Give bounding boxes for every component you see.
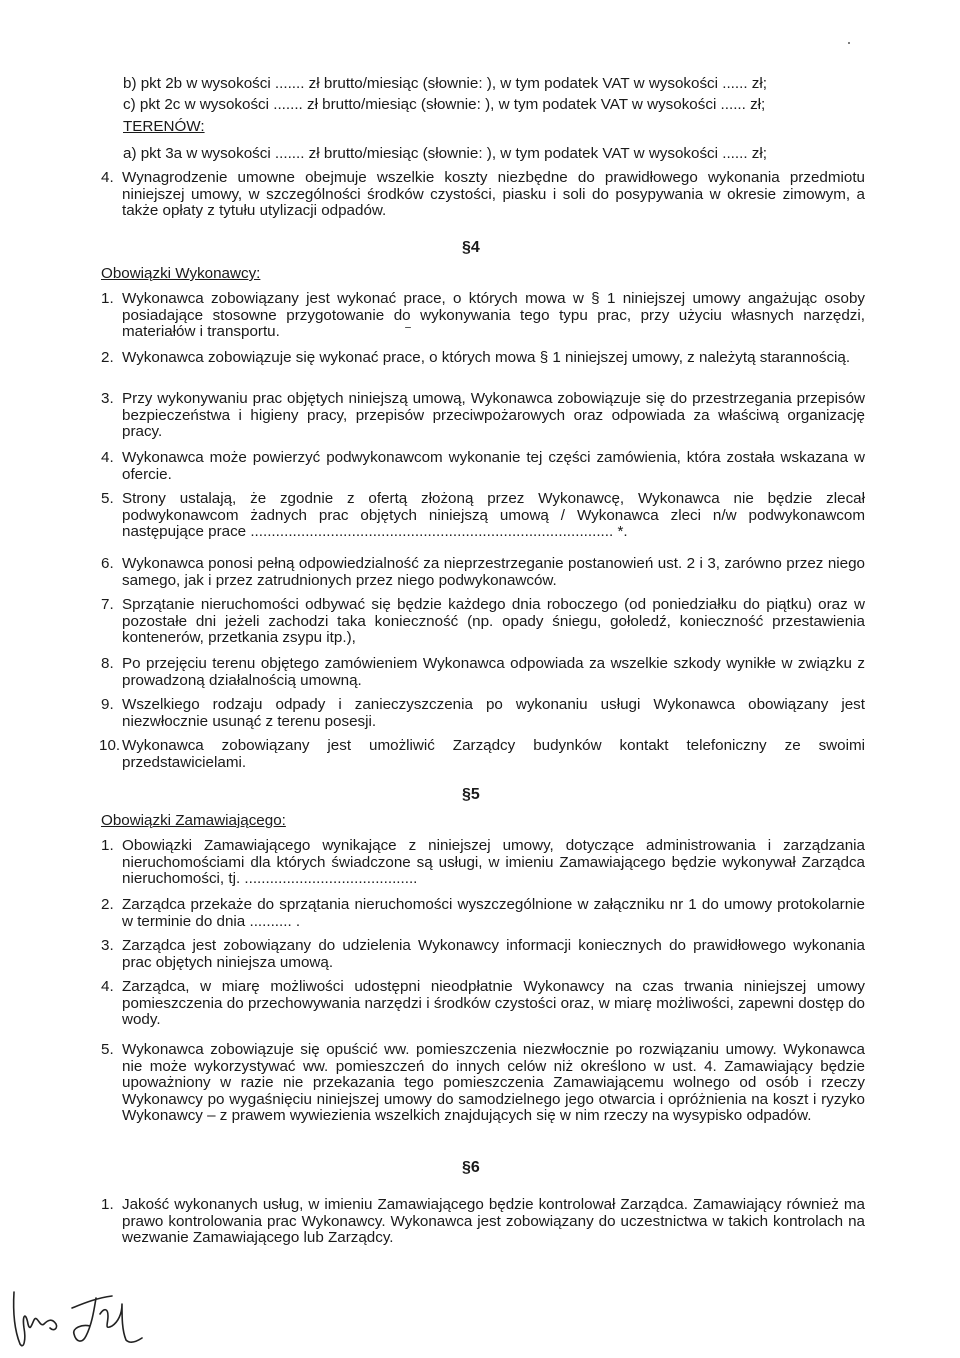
list-item xyxy=(101,1042,865,1125)
item-number: 7. xyxy=(101,596,114,613)
item-text: Obowiązki Zamawiającego wynikające z niniejszej umowy, dotyczące administrowania i zarządzania nieruchomościami dla których świadczone są usługi, w imieniu Zamawiającego będzie wykonywał Zarządca nieruchomości, tj. ......................................... xyxy=(122,837,865,887)
item-number: 3. xyxy=(101,937,114,954)
list-item xyxy=(101,291,865,341)
item-text: Wykonawca zobowiązuje się opuścić ww. pomieszczenia niezwłocznie po rozwiązaniu umowy. Wykonawca nie może wykorzystywać ww. pomieszczeń do innych celów niż określono w ust. 4. Zamawiający będzie upoważniony w razie nie przekazania tego pomieszczenia Zamawiającemu wolnego od osób i rzeczy Wykonawcy po wygaśnięciu niniejszej umowy do samodzielnego jego otwarcia i opróżnienia na koszt i ryzyko Wykonawcy – z prawem wywiezienia wszelkich znajdujących się w nim rzeczy na wysypisko odpadów. xyxy=(122,1041,865,1124)
item-text: Sprzątanie nieruchomości odbywać się będzie każdego dnia roboczego (od poniedziałku do piątku) oraz w pozostałe dni jeżeli zachodzi taka konieczność (np. opady śniegu, gołoledź, konieczność przestawienia kontenerów, przetkania zsypu itp.), xyxy=(122,596,865,646)
item-number: 6. xyxy=(101,555,114,572)
item-text: Strony ustalają, że zgodnie z ofertą złożoną przez Wykonawcę, Wykonawca nie będzie zlecał podwykonawcom żadnych prac objętych niniejszą umową / Wykonawca zleci n/w podwykonawcom następujące prace ...................................................................................... *. xyxy=(122,490,865,540)
item-text: Wykonawca zobowiązany jest wykonać prace, o których mowa w § 1 niniejszej umowy angażując osoby posiadające stosowne przygotowanie do wykonywania tego typu prac, przy użyciu własnych narzędzi, materiałów i transportu. xyxy=(122,290,865,340)
list-item xyxy=(101,1197,865,1247)
employer-duties-heading: Obowiązki Zamawiającego: xyxy=(101,812,286,829)
payment-line-2c: c) pkt 2c w wysokości ....... zł brutto/miesiąc (słownie: ), w tym podatek VAT w wysokości ...... zł; xyxy=(123,96,766,113)
item-text: Wykonawca zobowiązany jest umożliwić Zarządcy budynków kontakt telefoniczny ze swoimi przedstawicielami. xyxy=(122,737,865,771)
handwritten-initials-signature xyxy=(4,1284,154,1354)
item-number: 2. xyxy=(101,896,114,913)
item-number: 10. xyxy=(99,737,121,754)
section-6-title: §6 xyxy=(462,1159,480,1176)
list-item xyxy=(101,738,865,771)
item-number: 1. xyxy=(101,837,114,854)
list-item xyxy=(101,656,865,689)
item-number: 1. xyxy=(101,1196,114,1213)
item-number: 2. xyxy=(101,349,114,366)
item-number: 9. xyxy=(101,696,114,713)
list-item xyxy=(101,838,865,888)
list-item xyxy=(101,979,865,1029)
list-item xyxy=(101,450,865,483)
item-number: 5. xyxy=(101,490,114,507)
section-4-title: §4 xyxy=(462,239,480,256)
payment-line-2b: b) pkt 2b w wysokości ....... zł brutto/miesiąc (słownie: ), w tym podatek VAT w wysokości ...... zł; xyxy=(123,75,767,92)
list-item xyxy=(101,350,865,367)
section-5-title: §5 xyxy=(462,786,480,803)
clause-text: Wynagrodzenie umowne obejmuje wszelkie koszty niezbędne do prawidłowego wykonania przedmiotu niniejszej umowy, w szczególności środków czystości, piasku i soli do posypywania w okresie zimowym, a także opłaty z tytułu utylizacji odpadów. xyxy=(122,169,865,219)
remuneration-clause xyxy=(101,170,865,220)
item-text: Zarządca przekaże do sprzątania nieruchomości wyszczególnione w załączniku nr 1 do umowy protokolarnie w terminie do dnia .......... . xyxy=(122,896,865,930)
item-text: Jakość wykonanych usług, w imieniu Zamawiającego będzie kontrolował Zarządca. Zamawiający również ma prawo kontrolowania prac Wykonawcy. Wykonawca jest zobowiązany do uczestnictwa w takich kontrolach na wezwanie Zamawiającego lub Zarządcy. xyxy=(122,1196,865,1246)
list-item xyxy=(101,491,865,541)
list-item xyxy=(101,391,865,441)
list-item xyxy=(101,556,865,589)
contractor-duties-heading: Obowiązki Wykonawcy: xyxy=(101,265,261,282)
scan-speck xyxy=(848,42,850,44)
item-text: Wszelkiego rodzaju odpady i zanieczyszczenia po wykonaniu usługi Wykonawca obowiązany jest niezwłocznie usunąć z terenu posesji. xyxy=(122,696,865,730)
list-item xyxy=(101,897,865,930)
list-item xyxy=(101,597,865,647)
terenow-heading: TERENÓW: xyxy=(123,118,205,135)
item-text: Wykonawca zobowiązuje się wykonać prace, o których mowa § 1 niniejszej umowy, z należytą starannością. xyxy=(122,349,851,366)
item-number: 8. xyxy=(101,655,114,672)
item-number: 1. xyxy=(101,290,114,307)
scan-speck xyxy=(405,327,411,328)
item-text: Po przejęciu terenu objętego zamówieniem Wykonawca odpowiada za wszelkie szkody wynikłe w związku z prowadzoną działalnością umowną. xyxy=(122,655,865,689)
item-number: 5. xyxy=(101,1041,114,1058)
item-text: Zarządca, w miarę możliwości udostępni nieodpłatnie Wykonawcy na czas trwania niniejszej umowy pomieszczenia do przechowywania narzędzi i środków czystości oraz, w miarę możliwości, zapewni dostęp do wody. xyxy=(122,978,865,1028)
item-text: Wykonawca ponosi pełną odpowiedzialność za nieprzestrzeganie postanowień ust. 2 i 3, zarówno przez niego samego, jak i przez zatrudnionych przez niego podwykonawców. xyxy=(122,555,865,589)
item-number: 4. xyxy=(101,978,114,995)
item-number: 4. xyxy=(101,449,114,466)
payment-line-3a: a) pkt 3a w wysokości ....... zł brutto/miesiąc (słownie: ), w tym podatek VAT w wysokości ...... zł; xyxy=(123,145,767,162)
list-item xyxy=(101,938,865,971)
item-text: Przy wykonywaniu prac objętych niniejszą umową, Wykonawca zobowiązuje się do przestrzegania przepisów bezpieczeństwa i higieny pracy, przepisów przeciwpożarowych oraz odpowiada za właściwą organizację pracy. xyxy=(122,390,865,440)
list-item xyxy=(101,697,865,730)
item-text: Wykonawca może powierzyć podwykonawcom wykonanie tej części zamówienia, która została wskazana w ofercie. xyxy=(122,449,865,483)
item-text: Zarządca jest zobowiązany do udzielenia Wykonawcy informacji koniecznych do prawidłowego wykonania prac objętych niniejsza umową. xyxy=(122,937,865,971)
clause-number: 4. xyxy=(101,169,114,186)
item-number: 3. xyxy=(101,390,114,407)
